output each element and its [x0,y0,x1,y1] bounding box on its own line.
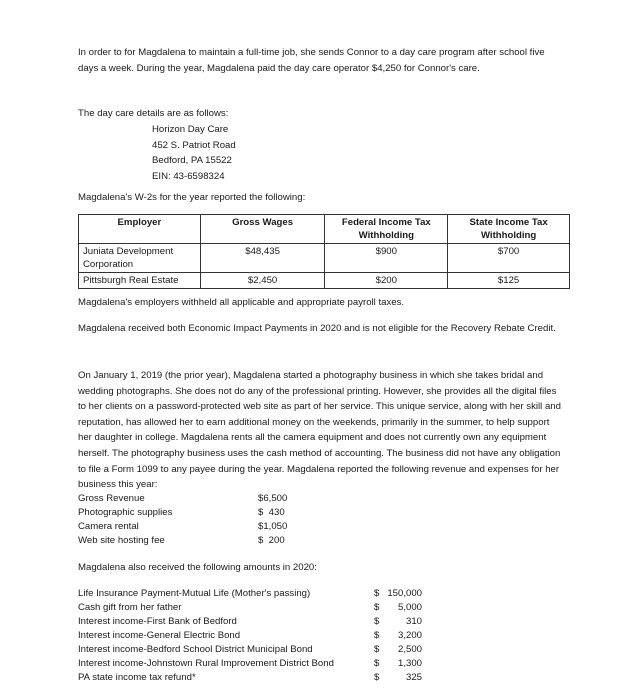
daycare-ein: EIN: 43-6598324 [152,170,225,182]
cell-employer: Juniata Development Corporation [79,244,201,273]
item-label: Photographic supplies [78,507,173,518]
item-amount: 150,000 [387,588,422,599]
intro-text: In order to for Magdalena to maintain a full-time job, she sends Connor to a day care program after school five days a week. During the year, Magdalena paid the day care operator $4,250 for Connor's care. [78,47,545,74]
daycare-heading: The day care details are as follows: [78,108,229,119]
header-gross-wages: Gross Wages [200,215,325,244]
table-row [79,273,570,289]
item-label: Life Insurance Payment-Mutual Life (Mother's passing) [78,588,311,599]
daycare-street: 452 S. Patriot Road [152,139,236,151]
item-dollar: $ [374,658,380,669]
item-amount: $6,500 [258,493,288,504]
other-heading: Magdalena also received the following amounts in 2020: [78,562,317,573]
item-amount: 1,300 [397,658,422,669]
list-item [78,643,558,657]
header-federal-withholding: Federal Income Tax Withholding [325,215,448,244]
daycare-address [152,122,236,184]
item-label: Web site hosting fee [78,535,165,546]
cell-gross-wages: $48,435 [200,244,325,273]
item-amount: 3,200 [397,630,422,641]
list-item [78,601,558,615]
w2-heading: Magdalena's W-2s for the year reported the following: [78,192,306,203]
eip-text: Magdalena received both Economic Impact Payments in 2020 and is not eligible for the Recovery Rebate Credit. [78,323,556,334]
item-amount: 325 [405,672,422,683]
item-label: Gross Revenue [78,493,145,504]
withheld-text: Magdalena's employers withheld all applicable and appropriate payroll taxes. [78,297,405,308]
item-amount: 2,500 [397,644,422,655]
list-item [78,629,558,643]
item-label: Interest income-General Electric Bond [78,630,241,641]
item-amount: $ 430 [258,507,285,518]
cell-gross-wages: $2,450 [200,273,325,289]
cell-employer: Pittsburgh Real Estate [79,273,201,289]
item-dollar: $ [374,672,380,683]
item-dollar: $ [374,588,380,599]
item-amount: 5,000 [397,602,422,613]
w2-table [78,214,570,289]
item-amount: $1,050 [258,521,288,532]
daycare-name: Horizon Day Care [152,124,229,135]
daycare-city: Bedford, PA 15522 [152,155,232,167]
list-item [78,492,558,506]
cell-federal: $200 [325,273,448,289]
item-dollar: $ [374,602,380,613]
item-dollar: $ [374,630,380,641]
list-item [78,534,558,548]
item-label: Interest income-First Bank of Bedford [78,616,237,627]
header-state-withholding: State Income Tax Withholding [448,215,570,244]
item-label: PA state income tax refund* [78,672,196,683]
list-item [78,506,558,520]
header-employer: Employer [79,215,201,244]
item-label: Interest income-Johnstown Rural Improvement District Bond [78,658,334,669]
list-item [78,615,558,629]
list-item [78,657,558,671]
list-item [78,520,558,534]
cell-state: $700 [448,244,570,273]
business-items [78,492,558,548]
cell-federal: $900 [325,244,448,273]
item-dollar: $ [374,616,380,627]
cell-state: $125 [448,273,570,289]
list-item [78,671,558,685]
business-paragraph: On January 1, 2019 (the prior year), Magdalena started a photography business in which she takes bridal and wedding photographs. She does not do any of the professional printing. However, she provides all the digital files to her clients on a password-protected web site as part of her service. This unique service, along with her skill and reputation, has allowed her to earn additional money on the weekends, primarily in the summer, to help support her daughter in college. Magdalena rents all the camera equipment and does not currently own any equipment herself. The photography business uses the cash method of accounting. The business did not have any obligation to file a Form 1099 to any payee during the year. Magdalena reported the following revenue and expenses for her business this year: [78,370,561,491]
item-label: Interest income-Bedford School District Municipal Bond [78,644,313,655]
table-header-row [79,215,570,244]
item-dollar: $ [374,644,380,655]
item-label: Cash gift from her father [78,602,182,613]
intro-paragraph [78,45,558,76]
item-amount: 310 [405,616,422,627]
other-items [78,587,558,685]
item-label: Camera rental [78,521,139,532]
table-row [79,244,570,273]
item-amount: $ 200 [258,535,285,546]
list-item [78,587,558,601]
